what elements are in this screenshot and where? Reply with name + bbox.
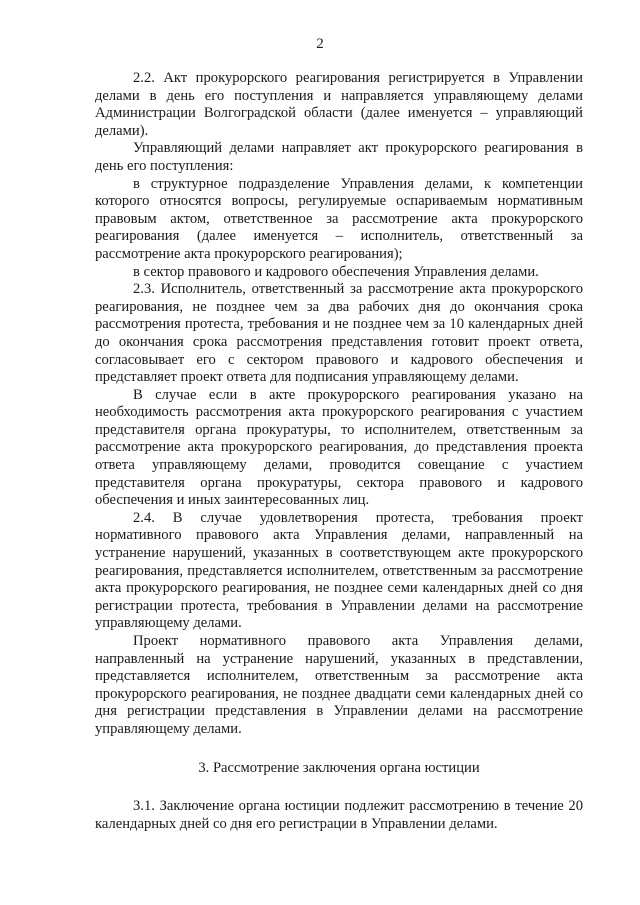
- section-heading: 3. Рассмотрение заключения органа юстиции: [198, 759, 480, 776]
- paragraph-2-3: 2.3. Исполнитель, ответственный за рассмотрение акта прокурорского реагирования, не позднее чем за два рабочих дня до окончания срока рассмотрения протеста, требования и не позднее чем за 10 календарных дней до окончания срока рассмотрения представления готовит проект ответа, согласовывает его с сектором правового и кадрового обеспечения и представляет проект ответа для подписания управляющему делами.: [95, 281, 583, 386]
- page-number: 2: [316, 36, 324, 52]
- paragraph-meeting: В случае если в акте прокурорского реагирования указано на необходимость рассмотрения акта прокурорского реагирования с участием представителя органа прокуратуры, то исполнителем, ответственным за рассмотрение акта прокурорского реагирования, до представления проекта ответа управляющему делами, проводится совещание с участием представителя органа прокуратуры, сектора правового и кадрового обеспечения и иных заинтересованных лиц.: [95, 386, 583, 509]
- paragraph-legal-sector: в сектор правового и кадрового обеспечения Управления делами.: [133, 263, 539, 280]
- paragraph-manager-sends: Управляющий делами направляет акт прокурорского реагирования в день его поступления:: [95, 140, 583, 174]
- document-body: [95, 70, 583, 833]
- paragraph-2-2: 2.2. Акт прокурорского реагирования регистрируется в Управлении делами в день его поступления и направляется управляющему делами Администрации Волгоградской области (далее именуется – управляющий делами).: [95, 70, 583, 139]
- paragraph-draft-act: Проект нормативного правового акта Управления делами, направленный на устранение нарушений, указанных в представлении, представляется исполнителем, ответственным за рассмотрение акта прокурорского реагирования, не позднее двадцати семи календарных дней со дня регистрации представления в Управлении делами на рассмотрение управляющему делами.: [95, 633, 583, 737]
- paragraph-3-1: 3.1. Заключение органа юстиции подлежит рассмотрению в течение 20 календарных дней со дня его регистрации в Управлении делами.: [95, 798, 583, 832]
- paragraph-2-4: 2.4. В случае удовлетворения протеста, требования проект нормативного правового акта Управления делами, направленный на устранение нарушений, указанных в соответствующем акте прокурорского реагирования, представляется исполнителем, ответственным за рассмотрение акта прокурорского реагирования, не позднее семи календарных дней со дня регистрации протеста, требования в Управлении делами на рассмотрение управляющему делами.: [95, 509, 583, 632]
- paragraph-structural-unit: в структурное подразделение Управления делами, к компетенции которого относятся вопросы, регулируемые оспариваемым нормативным правовым актом, ответственное за рассмотрение акта прокурорского реагирования (далее именуется – исполнитель, ответственный за рассмотрение акта прокурорского реагирования);: [95, 175, 583, 262]
